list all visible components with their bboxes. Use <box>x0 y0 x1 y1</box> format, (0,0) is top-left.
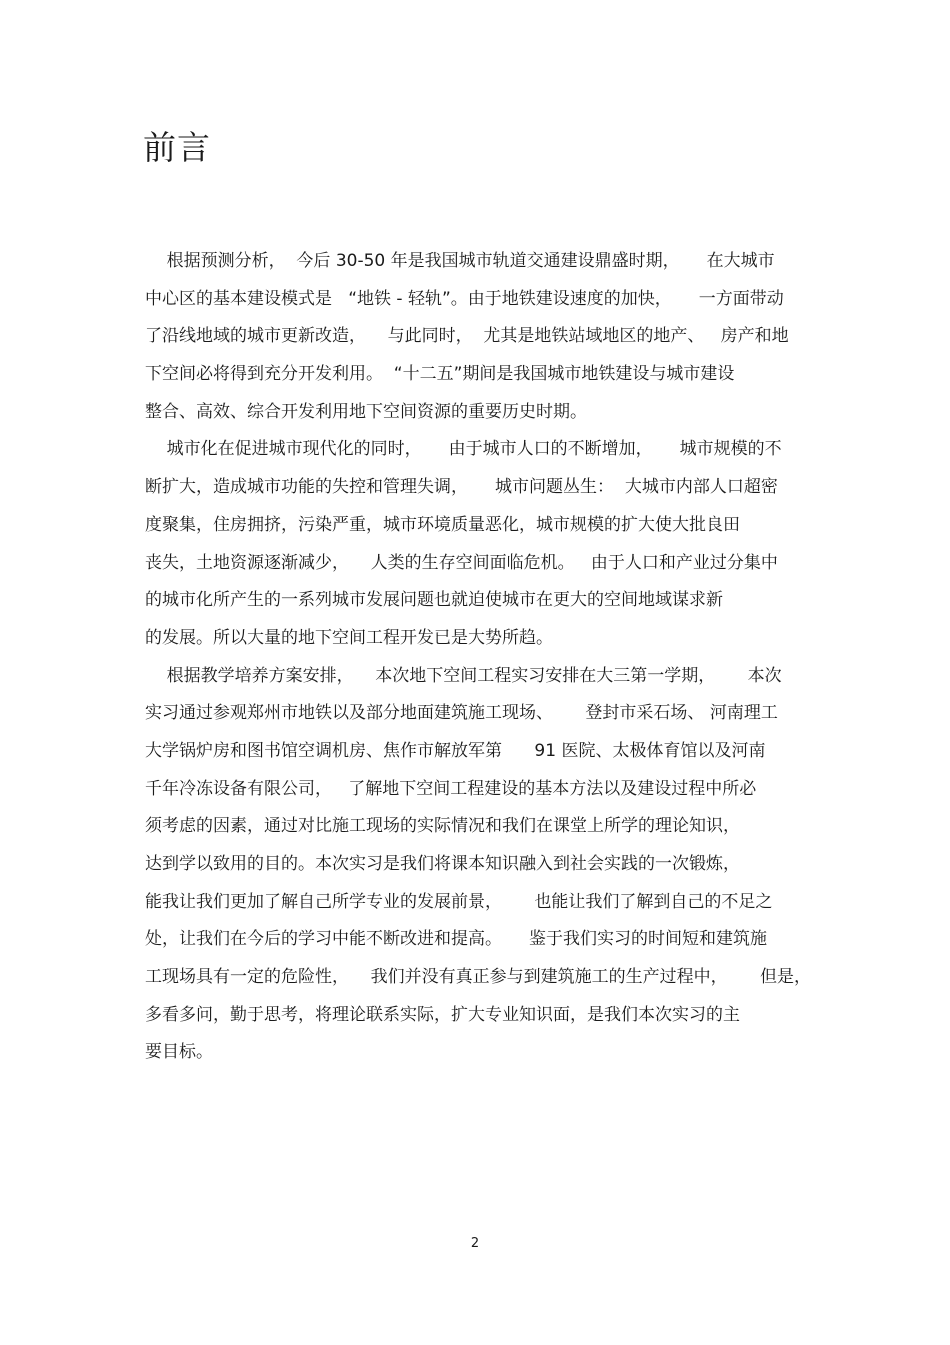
page-title: 前言 <box>143 128 211 167</box>
text-line: 工现场具有一定的危险性， 我们并没有真正参与到建筑施工的生产过程中， 但是， <box>145 967 812 988</box>
text-line: 达到学以致用的目的。本次实习是我们将课本知识融入到社会实践的一次锻炼， <box>145 854 740 874</box>
text-line: 要目标。 <box>145 1042 213 1063</box>
text-line: 实习通过参观郑州市地铁以及部分地面建筑施工现场、 登封市采石场、 河南理工 <box>145 703 778 724</box>
text-line: 根据预测分析， 今后 30-50 年是我国城市轨道交通建设鼎盛时期， 在大城市 <box>145 251 775 271</box>
text-line: 能我让我们更加了解自己所学专业的发展前景， 也能让我们了解到自己的不足之 <box>145 891 773 912</box>
page-number: 2 <box>470 1236 480 1251</box>
text-line: 度聚集，住房拥挤，污染严重，城市环境质量恶化，城市规模的扩大使大批良田 <box>145 514 740 535</box>
text-line: 大学锅炉房和图书馆空调机房、焦作市解放军第 91 医院、太极体育馆以及河南 <box>145 740 766 761</box>
text-line: 的发展。所以大量的地下空间工程开发已是大势所趋。 <box>145 627 553 648</box>
text-line: 中心区的基本建设模式是 “地铁 - 轻轨”。由于地铁建设速度的加快， 一方面带动 <box>145 288 784 309</box>
text-line: 整合、高效、综合开发利用地下空间资源的重要历史时期。 <box>145 401 587 422</box>
text-line: 城市化在促进城市现代化的同时， 由于城市人口的不断增加， 城市规模的不 <box>145 439 782 460</box>
text-line: 的城市化所产生的一系列城市发展问题也就迫使城市在更大的空间地域谋求新 <box>145 590 723 611</box>
text-line: 须考虑的因素，通过对比施工现场的实际情况和我们在课堂上所学的理论知识， <box>145 816 740 837</box>
text-line: 处，让我们在今后的学习中能不断改进和提高。 鉴于我们实习的时间短和建筑施 <box>145 929 768 950</box>
body-text <box>145 243 815 1072</box>
text-line: 多看多问，勤于思考，将理论联系实际，扩大专业知识面，是我们本次实习的主 <box>145 1004 740 1025</box>
text-line: 千年冷冻设备有限公司， 了解地下空间工程建设的基本方法以及建设过程中所必 <box>145 778 757 799</box>
text-line: 了沿线地域的城市更新改造， 与此同时， 尤其是地铁站域地区的地产、 房产和地 <box>145 326 789 347</box>
text-line: 断扩大，造成城市功能的失控和管理失调， 城市问题丛生： 大城市内部人口超密 <box>145 477 778 498</box>
text-line: 丧失，土地资源逐渐减少， 人类的生存空间面临危机。 由于人口和产业过分集中 <box>145 552 778 573</box>
text-line: 下空间必将得到充分开发利用。 “十二五”期间是我国城市地铁建设与城市建设 <box>145 364 735 385</box>
text-line: 根据教学培养方案安排， 本次地下空间工程实习安排在大三第一学期， 本次 <box>145 665 782 686</box>
